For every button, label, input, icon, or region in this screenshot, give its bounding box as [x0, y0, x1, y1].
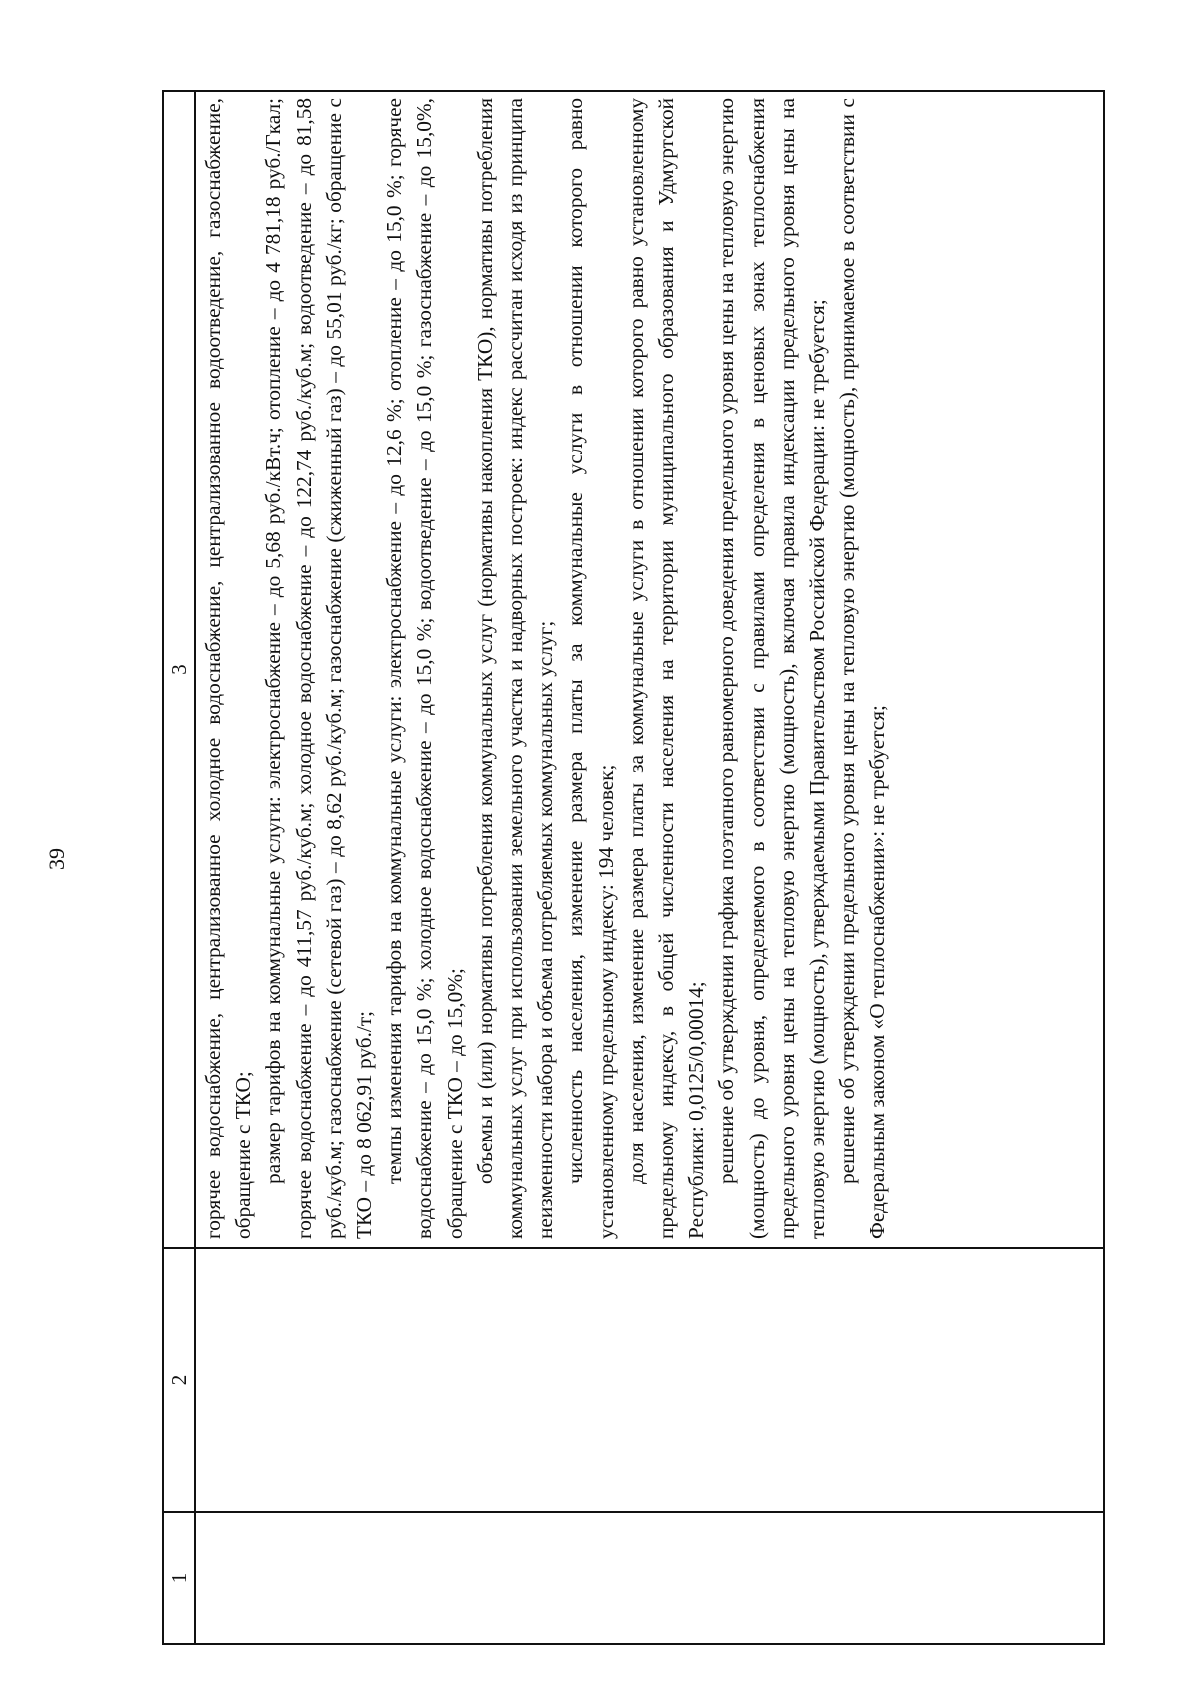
header-col-1: 1	[163, 1512, 195, 1644]
paragraph: решение об утверждении предельного уровня цены на тепловую энергию (мощность), принимаемое в соответствии с Федеральным законом «О теплоснабжении»: не требуется;	[835, 98, 890, 1239]
paragraph: объемы и (или) нормативы потребления коммунальных услуг (нормативы накопления ТКО), нормативы потребления коммунальных услуг при использовании земельного участка и надворных построек: индекс рассчитан исходя из принципа неизменности набора и объема потребляемых коммунальных услуг;	[472, 98, 558, 1239]
body-col-1	[195, 1512, 1104, 1644]
paragraph: доля населения, изменение размера платы за коммунальные услуги в отношении которого равно установленному предельному индексу, в общей численности населения на территории муниципального образования и Удмуртской Республики: 0,0125/0,00014;	[623, 98, 709, 1239]
table-body-row	[195, 91, 1104, 1644]
body-col-3	[195, 91, 1104, 1248]
paragraph: темпы изменения тарифов на коммунальные услуги: электроснабжение – до 12,6 %; отопление – до 15,0 %; горячее водоснабжение – до 15,0 %; холодное водоснабжение – до 15,0 %; водоотведение – до 15,0 %; газоснабжение – до 15,0%, обращение с ТКО – до 15,0%;	[382, 98, 467, 1239]
page-number: 39	[44, 848, 69, 870]
header-col-2: 2	[163, 1248, 195, 1512]
paragraph: решение об утверждении графика поэтапного равномерного доведения предельного уровня цены на тепловую энергию (мощность) до уровня, определяемого в соответствии с правилами определения в ценовых зонах теплоснабжения предельного уровня цены на тепловую энергию (мощность), включая правила индексации предельного уровня цены на тепловую энергию (мощность), утверждаемыми Правительством Российской Федерации: не требуется;	[714, 98, 830, 1239]
paragraph: численность населения, изменение размера платы за коммунальные услуги в отношении которого равно установленному предельному индексу: 194 человек;	[563, 98, 618, 1239]
paragraph: горячее водоснабжение, централизованное холодное водоснабжение, централизованное водоотведение, газоснабжение, обращение с ТКО;	[201, 98, 256, 1239]
document-table	[162, 90, 1105, 1645]
document-table-frame	[162, 90, 1105, 1645]
header-col-3: 3	[163, 91, 195, 1248]
body-col-2	[195, 1248, 1104, 1512]
table-header-row	[163, 91, 195, 1644]
paragraph: размер тарифов на коммунальные услуги: электроснабжение – до 5,68 руб./кВт.ч; отопление – до 4 781,18 руб./Гкал; горячее водоснабжение – до 411,57 руб./куб.м; холодное водоснабжение – до 122,74 руб./куб.м; водоотведение – до 81,58 руб./куб.м; газоснабжение (сетевой газ) – до 8,62 руб./куб.м; газоснабжение (сжиженный газ) – до 55,01 руб./кг; обращение с ТКО – до 8 062,91 руб./т;	[261, 98, 377, 1239]
